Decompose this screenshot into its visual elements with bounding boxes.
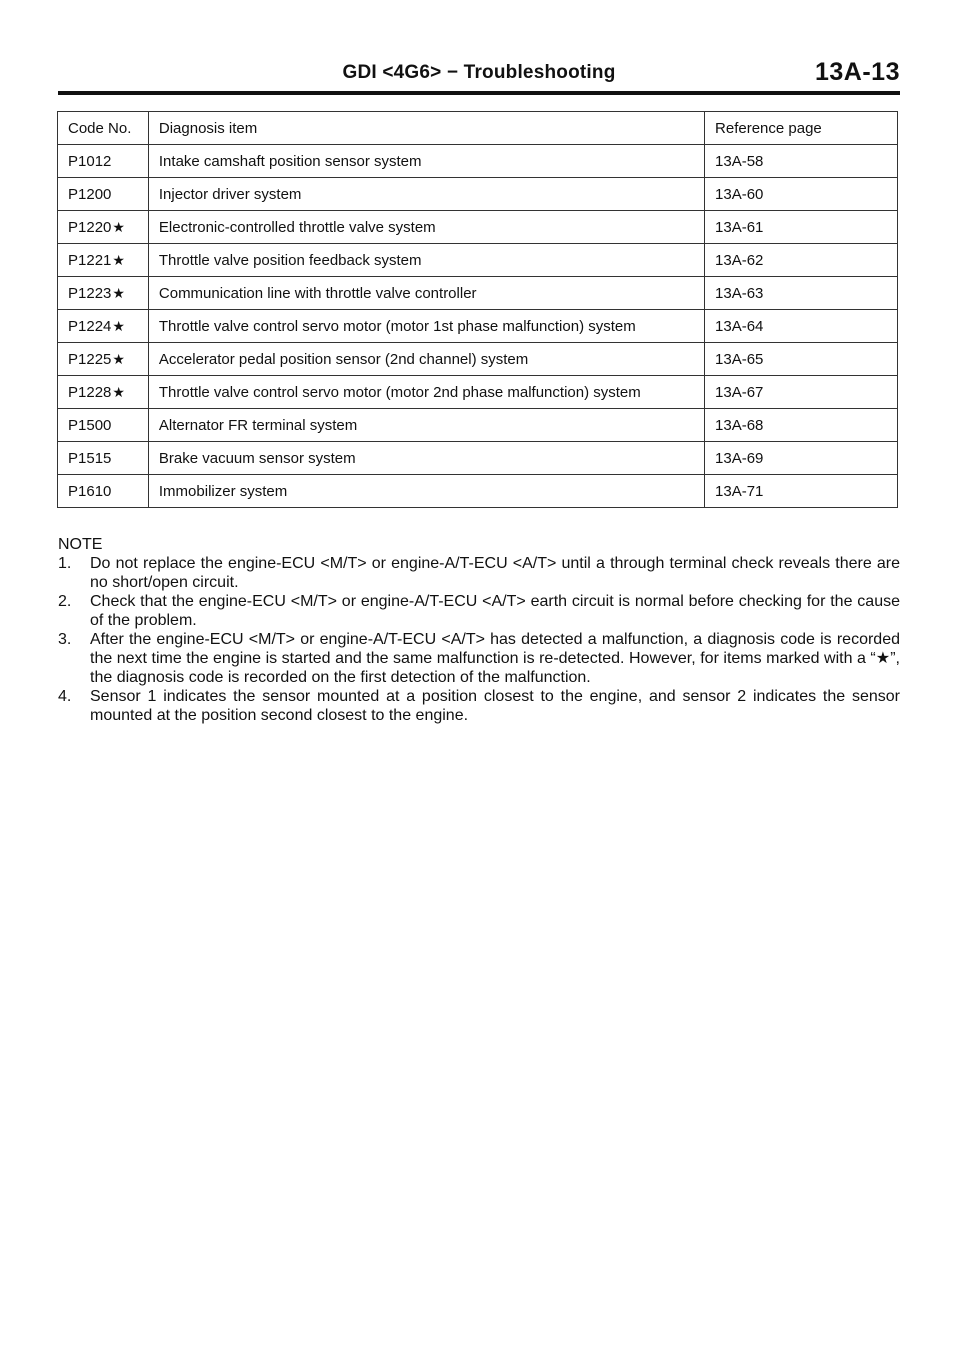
reference-page-cell: 13A-60 <box>705 178 898 211</box>
table-row <box>58 277 898 310</box>
star-icon: ★ <box>112 218 125 235</box>
note-item <box>58 630 900 687</box>
note-list <box>58 554 900 725</box>
diagnosis-item-cell: Alternator FR terminal system <box>148 409 704 442</box>
star-icon: ★ <box>112 284 125 301</box>
diagnosis-code: P1515 <box>68 449 112 467</box>
page-title: GDI <4G6> − Troubleshooting <box>342 62 616 83</box>
diagnosis-code: P1221 <box>68 251 112 269</box>
diagnosis-code: P1200 <box>68 185 112 203</box>
diagnosis-item-cell: Intake camshaft position sensor system <box>148 145 704 178</box>
table-row <box>58 343 898 376</box>
reference-page-cell: 13A-58 <box>705 145 898 178</box>
note-item <box>58 592 900 630</box>
diagnosis-code: P1500 <box>68 416 112 434</box>
diagnosis-item-cell: Accelerator pedal position sensor (2nd channel) system <box>148 343 704 376</box>
reference-page-cell: 13A-65 <box>705 343 898 376</box>
diagnosis-code: P1012 <box>68 152 112 170</box>
reference-page-cell: 13A-64 <box>705 310 898 343</box>
diagnosis-code: P1225 <box>68 350 112 368</box>
note-item <box>58 687 900 725</box>
diagnosis-item-cell: Electronic-controlled throttle valve system <box>148 211 704 244</box>
code-cell <box>58 343 149 376</box>
table-header-row <box>58 112 898 145</box>
table-body <box>58 145 898 508</box>
code-cell <box>58 409 149 442</box>
diagnosis-item-cell: Immobilizer system <box>148 475 704 508</box>
diagnosis-item-cell: Brake vacuum sensor system <box>148 442 704 475</box>
diagnosis-item-cell: Throttle valve position feedback system <box>148 244 704 277</box>
note-text: After the engine-ECU <M/T> or engine-A/T-ECU <A/T> has detected a malfunction, a diagnosis code is recorded the next time the engine is started and the same malfunction is re-detected. However, for items marked with a “★”, the diagnosis code is recorded on the first detection of the malfunction. <box>90 631 900 686</box>
note-number: 1. <box>58 555 72 572</box>
table-row <box>58 244 898 277</box>
note-number: 3. <box>58 631 72 648</box>
code-cell <box>58 475 149 508</box>
star-icon: ★ <box>112 251 125 268</box>
code-cell <box>58 178 149 211</box>
table-row <box>58 145 898 178</box>
note-heading: NOTE <box>58 536 103 553</box>
reference-page-cell: 13A-62 <box>705 244 898 277</box>
table-row <box>58 475 898 508</box>
code-cell <box>58 277 149 310</box>
reference-page-cell: 13A-68 <box>705 409 898 442</box>
column-header-reference: Reference page <box>705 112 898 145</box>
table-row <box>58 442 898 475</box>
page-header <box>58 58 900 88</box>
table-row <box>58 178 898 211</box>
diagnosis-code-table <box>57 111 898 508</box>
star-icon: ★ <box>112 350 125 367</box>
diagnosis-item-cell: Throttle valve control servo motor (motor 2nd phase malfunction) system <box>148 376 704 409</box>
diagnosis-code: P1220 <box>68 218 112 236</box>
note-text: Do not replace the engine-ECU <M/T> or engine-A/T-ECU <A/T> until a through terminal check reveals there are no short/open circuit. <box>90 555 900 591</box>
star-icon: ★ <box>112 317 125 334</box>
diagnosis-item-cell: Injector driver system <box>148 178 704 211</box>
note-number: 2. <box>58 593 72 610</box>
code-cell <box>58 310 149 343</box>
code-cell <box>58 211 149 244</box>
header-rule <box>58 91 900 95</box>
reference-page-cell: 13A-71 <box>705 475 898 508</box>
table-row <box>58 211 898 244</box>
diagnosis-code: P1224 <box>68 317 112 335</box>
reference-page-cell: 13A-69 <box>705 442 898 475</box>
table-row <box>58 409 898 442</box>
table-row <box>58 310 898 343</box>
reference-page-cell: 13A-63 <box>705 277 898 310</box>
star-icon: ★ <box>112 383 125 400</box>
diagnosis-item-cell: Throttle valve control servo motor (motor 1st phase malfunction) system <box>148 310 704 343</box>
reference-page-cell: 13A-67 <box>705 376 898 409</box>
column-header-code: Code No. <box>58 112 149 145</box>
diagnosis-item-cell: Communication line with throttle valve controller <box>148 277 704 310</box>
page-number: 13A-13 <box>815 58 900 86</box>
diagnosis-code: P1610 <box>68 482 112 500</box>
code-cell <box>58 442 149 475</box>
column-header-item: Diagnosis item <box>148 112 704 145</box>
table-row <box>58 376 898 409</box>
note-section <box>58 535 900 725</box>
note-text: Sensor 1 indicates the sensor mounted at a position closest to the engine, and sensor 2 indicates the sensor mounted at the position second closest to the engine. <box>90 688 900 724</box>
diagnosis-code: P1228 <box>68 383 112 401</box>
code-cell <box>58 145 149 178</box>
code-cell <box>58 244 149 277</box>
note-number: 4. <box>58 688 72 705</box>
diagnosis-code: P1223 <box>68 284 112 302</box>
reference-page-cell: 13A-61 <box>705 211 898 244</box>
note-text: Check that the engine-ECU <M/T> or engine-A/T-ECU <A/T> earth circuit is normal before checking for the cause of the problem. <box>90 593 900 629</box>
note-item <box>58 554 900 592</box>
code-cell <box>58 376 149 409</box>
